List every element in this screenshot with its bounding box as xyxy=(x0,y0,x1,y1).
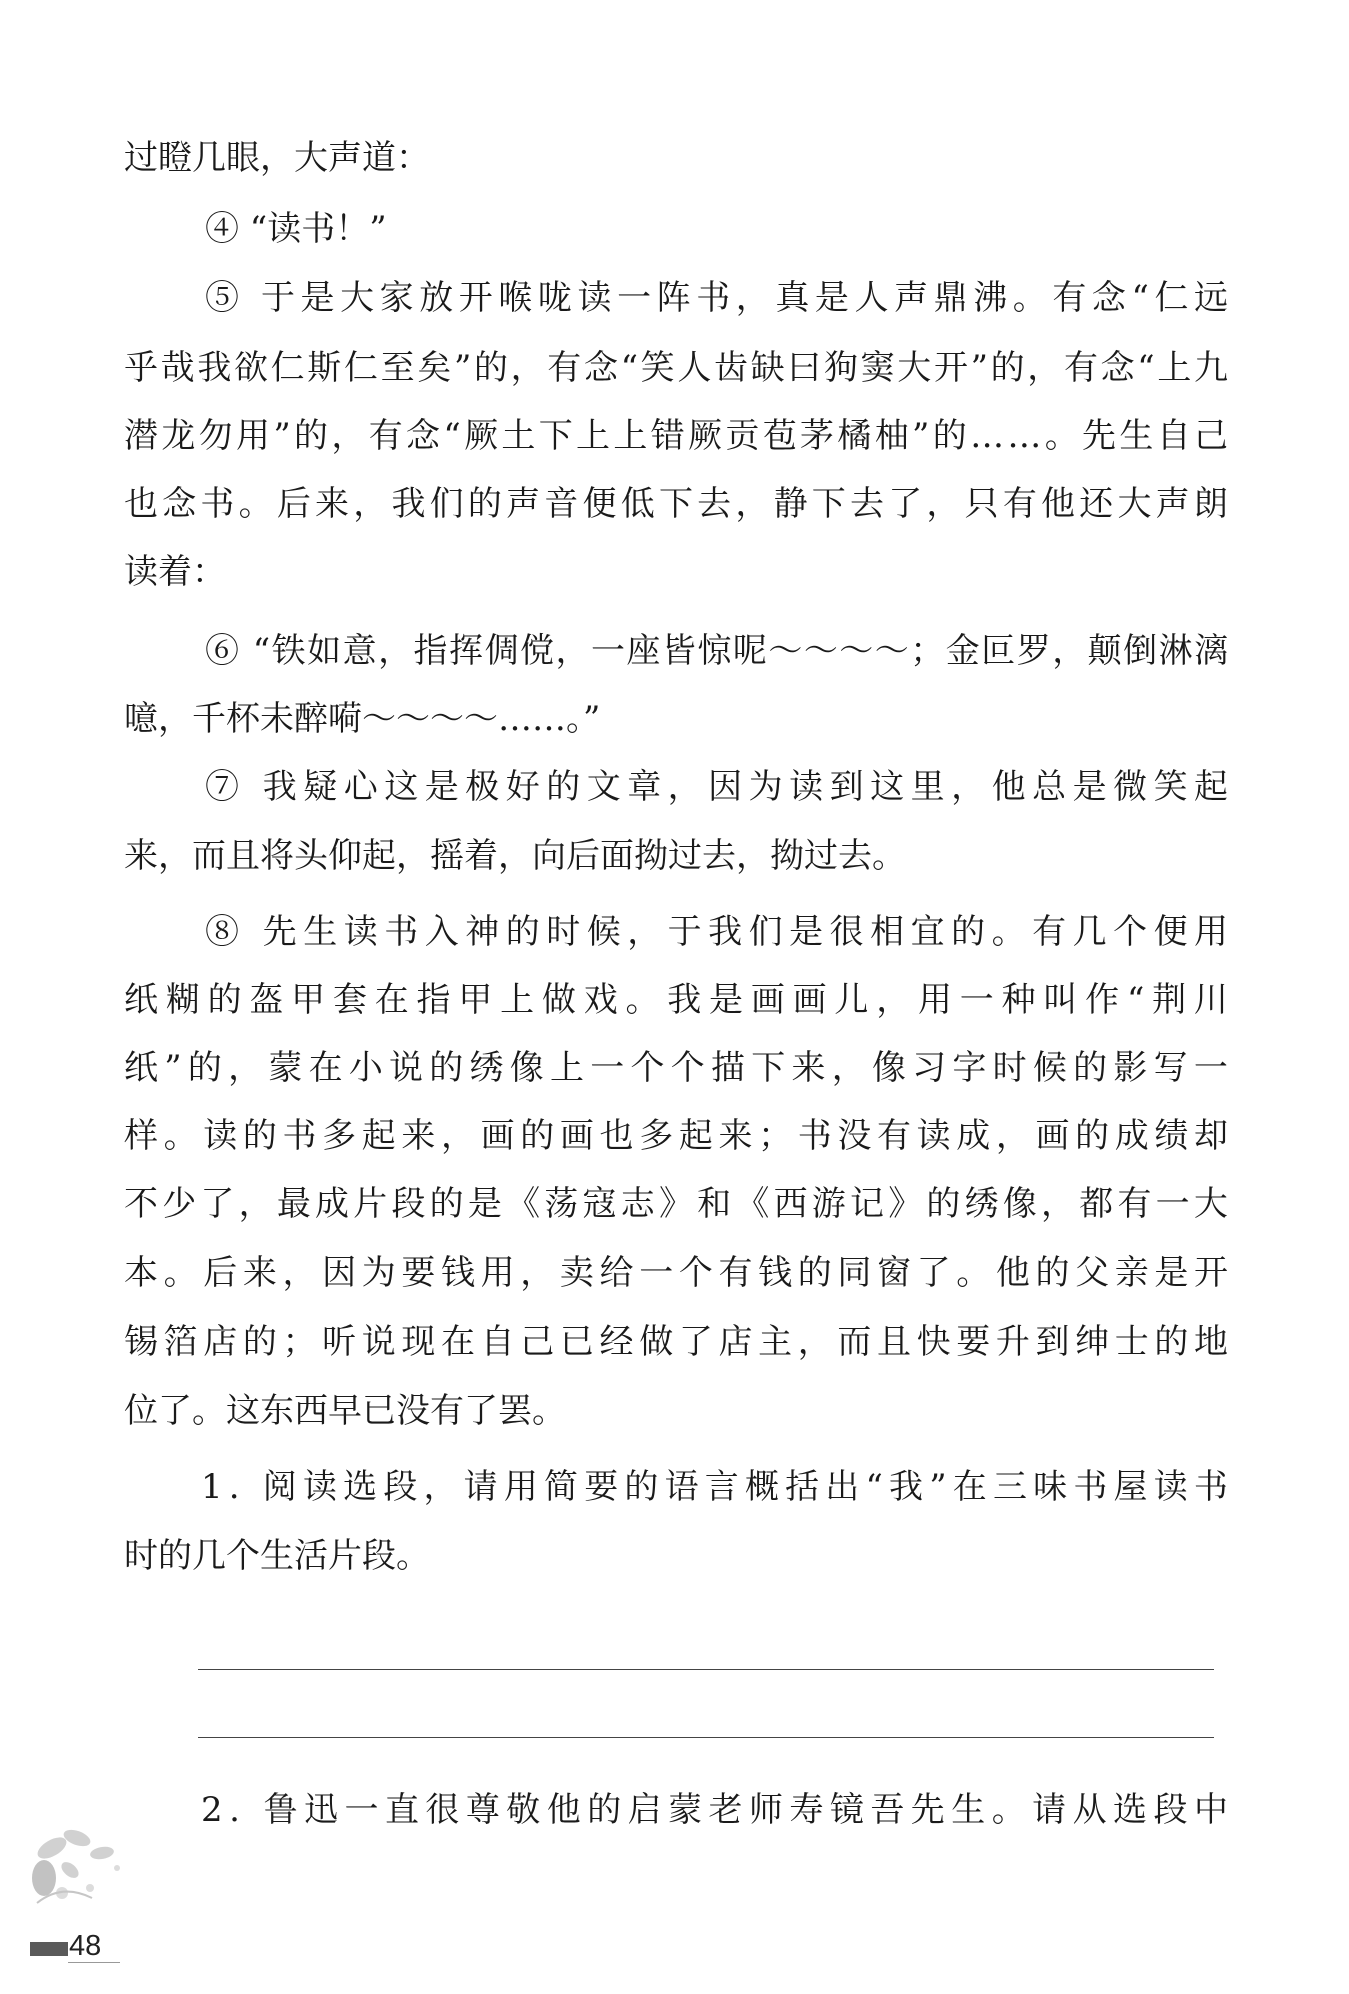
text-line xyxy=(0,128,1349,188)
text-line xyxy=(0,621,1349,681)
text-line-content: 锡箔店的；听说现在自己已经做了店主，而且快要升到绅士的地 xyxy=(124,1322,1234,1362)
text-line xyxy=(0,1106,1349,1166)
text-line-content: 时的几个生活片段。 xyxy=(124,1536,430,1576)
text-line-content: 位了。这东西早已没有了罢。 xyxy=(124,1391,566,1431)
text-line xyxy=(0,1381,1349,1441)
text-line xyxy=(0,970,1349,1030)
text-line xyxy=(0,338,1349,398)
text-line-content: 过瞪几眼，大声道： xyxy=(124,138,430,178)
page-number-bar xyxy=(30,1942,68,1956)
text-line-content: 乎哉我欲仁斯仁至矣”的，有念“笑人齿缺曰狗窦大开”的，有念“上九 xyxy=(124,348,1231,388)
text-line-content: ④ “读书！” xyxy=(205,209,387,249)
text-line-content: 纸糊的盔甲套在指甲上做戏。我是画画儿，用一种叫作“荆川 xyxy=(124,980,1236,1020)
text-line xyxy=(0,689,1349,749)
page-number-rule xyxy=(68,1962,120,1963)
text-line-content: 噫，千杯未醉嗬～～～～……。” xyxy=(124,699,601,739)
text-line-content: 本。后来，因为要钱用，卖给一个有钱的同窗了。他的父亲是开 xyxy=(124,1253,1234,1293)
text-line-content: 纸”的，蒙在小说的绣像上一个个描下来，像习字时候的影写一 xyxy=(124,1048,1235,1088)
text-line-content: 2. 鲁迅一直很尊敬他的启蒙老师寿镜吾先生。请从选段中 xyxy=(201,1790,1235,1830)
text-line xyxy=(0,1457,1349,1517)
text-line xyxy=(0,1780,1349,1840)
text-line xyxy=(0,474,1349,534)
answer-line[interactable] xyxy=(198,1737,1214,1738)
text-line xyxy=(0,1038,1349,1098)
text-line-content: 不少了，最成片段的是《荡寇志》和《西游记》的绣像，都有一大 xyxy=(124,1184,1233,1224)
answer-line[interactable] xyxy=(198,1669,1214,1670)
text-line xyxy=(0,406,1349,466)
text-line-content: ⑥ “铁如意，指挥倜傥，一座皆惊呢～～～～；金叵罗，颠倒淋漓 xyxy=(205,631,1230,671)
text-line-content: 潜龙勿用”的，有念“厥土下上上错厥贡苞茅橘柚”的……。先生自己 xyxy=(124,416,1232,456)
text-line-content: ⑧ 先生读书入神的时候，于我们是很相宜的。有几个便用 xyxy=(205,912,1235,952)
text-line xyxy=(0,1243,1349,1303)
text-line xyxy=(0,902,1349,962)
text-line-content: 样。读的书多起来，画的画也多起来；书没有读成，画的成绩却 xyxy=(124,1116,1234,1156)
text-line-content: 来，而且将头仰起，摇着，向后面拗过去，拗过去。 xyxy=(124,836,906,876)
text-line-content: ⑦ 我疑心这是极好的文章，因为读到这里，他总是微笑起 xyxy=(205,767,1235,807)
decorative-flower-icon xyxy=(22,1808,142,1928)
text-line xyxy=(0,268,1349,328)
text-line-content: 读着： xyxy=(124,552,226,592)
text-line-content: 1. 阅读选段，请用简要的语言概括出“我”在三味书屋读书 xyxy=(201,1467,1235,1507)
text-line xyxy=(0,1312,1349,1372)
text-line xyxy=(0,1526,1349,1586)
text-line-content: ⑤ 于是大家放开喉咙读一阵书，真是人声鼎沸。有念“仁远 xyxy=(205,278,1234,318)
text-line-content: 也念书。后来，我们的声音便低下去，静下去了，只有他还大声朗 xyxy=(124,484,1233,524)
page-number: 48 xyxy=(69,1930,102,1962)
text-line xyxy=(0,1174,1349,1234)
text-line xyxy=(0,826,1349,886)
text-line xyxy=(0,542,1349,602)
text-line xyxy=(0,199,1349,259)
text-line xyxy=(0,757,1349,817)
